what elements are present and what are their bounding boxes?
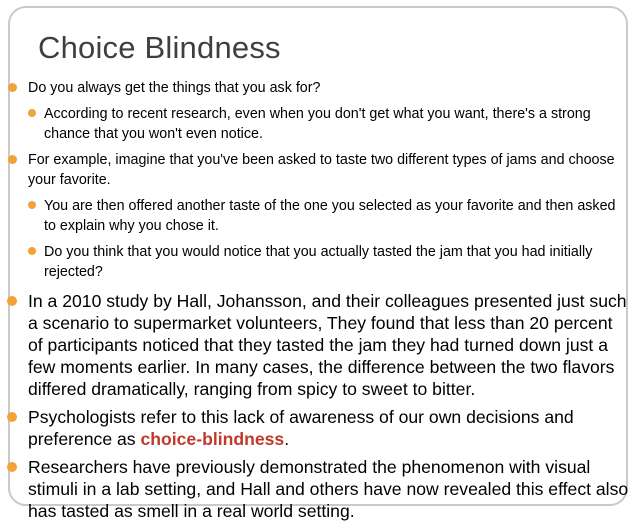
bullet-2-1-text: You are then offered another taste of the one you selected as your favorite and then asked to explain why you chose it. bbox=[44, 198, 616, 234]
bullet-dot-icon bbox=[28, 109, 36, 117]
bullet-4-text-pre: Psychologists refer to this lack of awareness of our own decisions and preference as bbox=[28, 407, 574, 449]
bullet-3-text: In a 2010 study by Hall, Johansson, and their colleagues presented just such a scenario to supermarket volunteers, They found that less than 20 percent of participants noticed that they tasted the jam they had turned down just a few moments earlier. In many cases, the difference between the two flavors differed dramatically, ranging from spicy to sweet to bitter. bbox=[28, 291, 627, 399]
bullet-1-1-text: According to recent research, even when you don't get what you want, there's a strong chance that you won't even notice. bbox=[44, 106, 591, 142]
bullet-dot-icon bbox=[7, 412, 17, 422]
bullet-5 bbox=[0, 456, 638, 522]
bullet-dot-icon bbox=[28, 247, 36, 255]
bullet-1 bbox=[0, 78, 638, 98]
bullet-3 bbox=[0, 290, 638, 400]
bullet-dot-icon bbox=[7, 462, 17, 472]
bullet-4-text-post: . bbox=[284, 429, 290, 449]
choice-blindness-term: choice-blindness bbox=[140, 429, 285, 449]
bullet-2-text: For example, imagine that you've been asked to taste two different types of jams and choose your favorite. bbox=[28, 152, 615, 188]
bullet-dot-icon bbox=[8, 83, 17, 92]
bullet-2-2-text: Do you think that you would notice that you actually tasted the jam that you had initially rejected? bbox=[44, 244, 593, 280]
bullet-1-1 bbox=[0, 104, 638, 144]
bullet-2-1 bbox=[0, 196, 638, 236]
slide-title: Choice Blindness bbox=[38, 30, 281, 65]
bullet-dot-icon bbox=[28, 201, 36, 209]
bullet-2-2 bbox=[0, 242, 638, 282]
bullet-1-text: Do you always get the things that you ask for? bbox=[28, 80, 321, 96]
bullet-2 bbox=[0, 150, 638, 190]
bullet-dot-icon bbox=[8, 155, 17, 164]
bullet-4 bbox=[0, 406, 638, 450]
bullet-dot-icon bbox=[7, 296, 17, 306]
bullet-5-text: Researchers have previously demonstrated the phenomenon with visual stimuli in a lab setting, and Hall and others have now revealed this effect also has tasted as smell in a real world setting. bbox=[28, 457, 629, 521]
slide-content bbox=[0, 78, 638, 522]
